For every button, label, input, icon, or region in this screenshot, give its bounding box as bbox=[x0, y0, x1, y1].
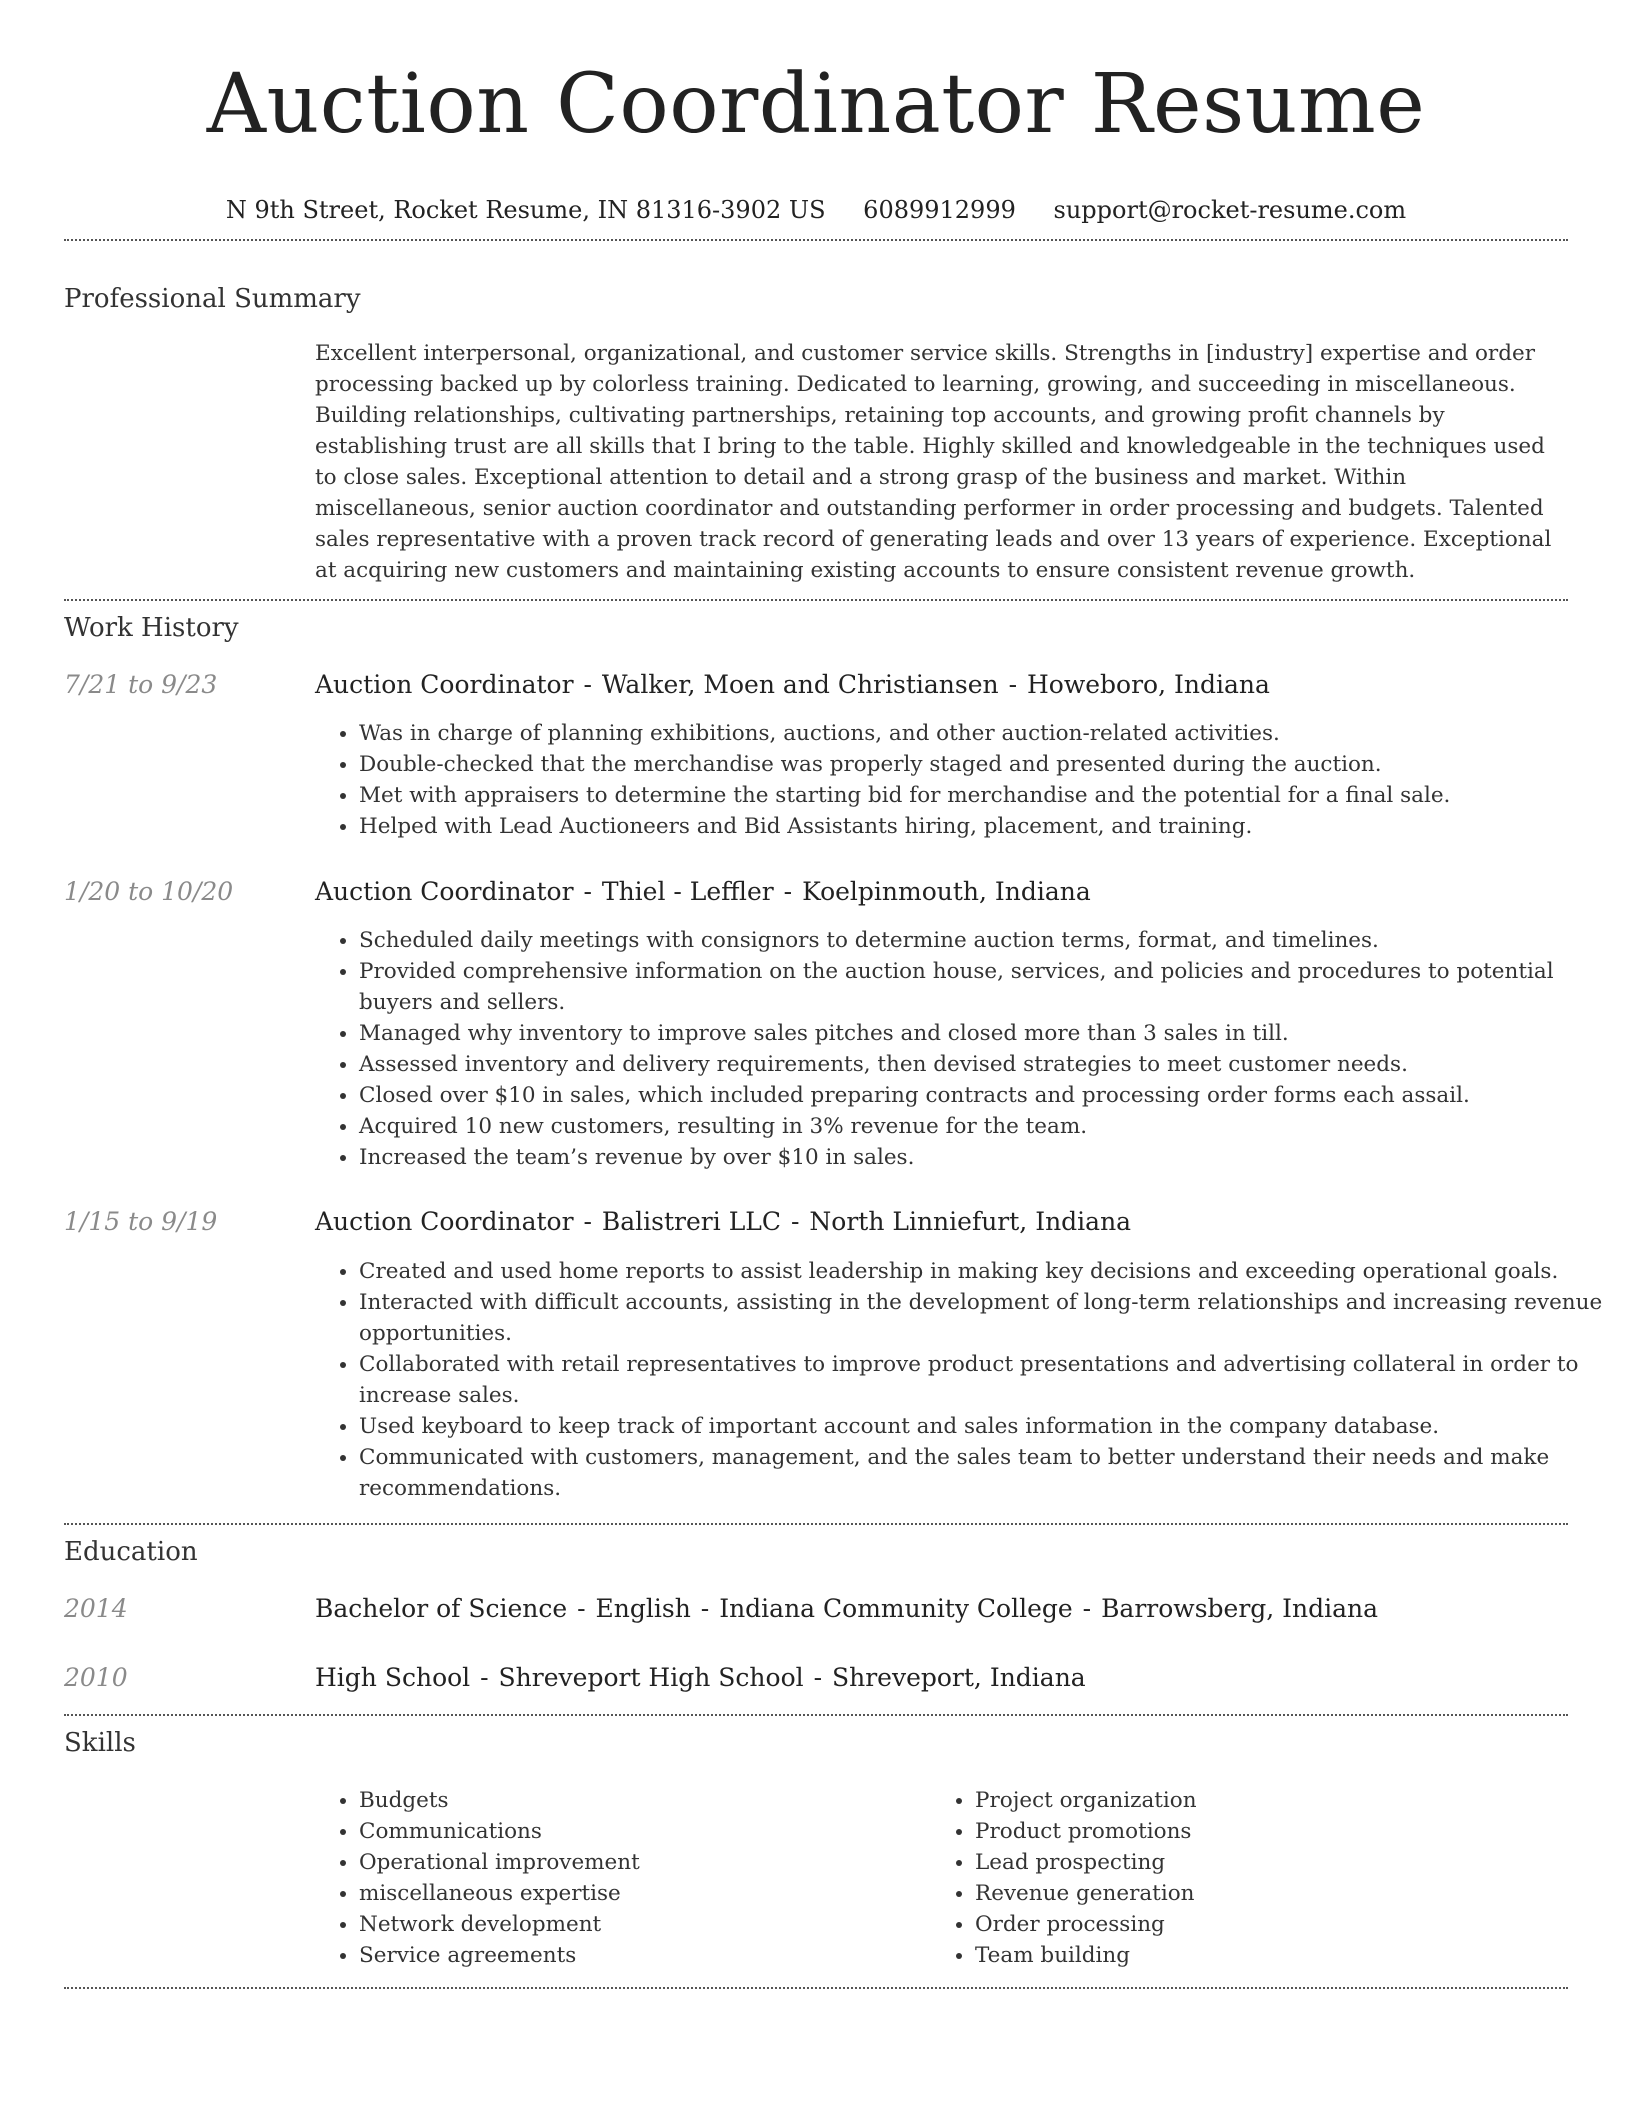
job-bullet: • Managed why inventory to improve sales pitches and closed more than 3 sales in till. bbox=[359, 1018, 1609, 1049]
job-role: Auction Coordinator bbox=[315, 877, 574, 906]
job-company: Walker, Moen and Christiansen bbox=[601, 670, 999, 699]
education-school: Indiana Community College bbox=[719, 1594, 1073, 1623]
job-bullet: • Scheduled daily meetings with consignors to determine auction terms, format, and timelines. bbox=[359, 925, 1609, 956]
job-location: Koelpinmouth, Indiana bbox=[802, 877, 1091, 906]
contact-address: N 9th Street, Rocket Resume, IN 81316-3902 US bbox=[225, 196, 826, 224]
education-entry: Bachelor of Science - English - Indiana Community College - Barrowsberg, Indiana bbox=[315, 1594, 1379, 1623]
resume-title: Auction Coordinator Resume bbox=[206, 57, 1426, 152]
job-title: Auction Coordinator - Balistreri LLC - North Linniefurt, Indiana bbox=[315, 1207, 1132, 1236]
job-bullet: • Met with appraisers to determine the starting bid for merchandise and the potential for a final sale. bbox=[359, 780, 1609, 811]
section-title-education: Education bbox=[64, 1537, 198, 1567]
contact-phone: 6089912999 bbox=[863, 196, 1016, 224]
job-bullet: • Was in charge of planning exhibitions, auctions, and other auction-related activities. bbox=[359, 718, 1609, 749]
job-bullets bbox=[315, 925, 1609, 1173]
skill-item: • Team building bbox=[975, 1940, 1575, 1971]
skill-item: • Revenue generation bbox=[975, 1878, 1575, 1909]
education-location: Shreveport, Indiana bbox=[831, 1663, 1086, 1692]
job-role: Auction Coordinator bbox=[315, 670, 574, 699]
skill-item: • Lead prospecting bbox=[975, 1847, 1575, 1878]
job-bullet: • Used keyboard to keep track of important account and sales information in the company database. bbox=[359, 1411, 1609, 1442]
skill-item: • Product promotions bbox=[975, 1816, 1575, 1847]
job-role: Auction Coordinator bbox=[315, 1207, 574, 1236]
job-bullet: • Acquired 10 new customers, resulting in 3% revenue for the team. bbox=[359, 1111, 1609, 1142]
job-bullet: • Helped with Lead Auctioneers and Bid Assistants hiring, placement, and training. bbox=[359, 811, 1609, 842]
job-company: Balistreri LLC bbox=[601, 1207, 782, 1236]
education-entry: High School - Shreveport High School - Shreveport, Indiana bbox=[315, 1663, 1086, 1692]
job-bullet: • Assessed inventory and delivery requirements, then devised strategies to meet customer needs. bbox=[359, 1049, 1609, 1080]
job-location: Howeboro, Indiana bbox=[1026, 670, 1270, 699]
section-title-summary: Professional Summary bbox=[64, 284, 361, 314]
job-bullet: • Collaborated with retail representatives to improve product presentations and advertising collateral in order to increase sales. bbox=[359, 1349, 1609, 1411]
divider bbox=[64, 239, 1568, 241]
job-company: Thiel - Leffler bbox=[601, 877, 774, 906]
job-dates: 1/20 to 10/20 bbox=[64, 877, 234, 906]
job-bullet: • Communicated with customers, management, and the sales team to better understand their needs and make recommendations. bbox=[359, 1442, 1609, 1504]
skill-item: • Service agreements bbox=[359, 1940, 919, 1971]
education-location: Barrowsberg, Indiana bbox=[1101, 1594, 1379, 1623]
job-bullet: • Created and used home reports to assist leadership in making key decisions and exceeding operational goals. bbox=[359, 1256, 1609, 1287]
divider bbox=[64, 1523, 1568, 1525]
contact-email: support@rocket-resume.com bbox=[1053, 196, 1407, 224]
skill-item: • Order processing bbox=[975, 1909, 1575, 1940]
skill-item: • Project organization bbox=[975, 1785, 1575, 1816]
skill-item: • Network development bbox=[359, 1909, 919, 1940]
education-degree: High School bbox=[315, 1663, 471, 1692]
divider bbox=[64, 1714, 1568, 1716]
section-title-skills: Skills bbox=[64, 1728, 136, 1758]
education-degree: Bachelor of Science bbox=[315, 1594, 568, 1623]
job-bullet: • Interacted with difficult accounts, assisting in the development of long-term relationships and increasing revenue opportunities. bbox=[359, 1287, 1609, 1349]
job-bullets bbox=[315, 1256, 1609, 1504]
job-bullet: • Double-checked that the merchandise was properly staged and presented during the auction. bbox=[359, 749, 1609, 780]
job-title: Auction Coordinator - Walker, Moen and Christiansen - Howeboro, Indiana bbox=[315, 670, 1270, 699]
job-title: Auction Coordinator - Thiel - Leffler - Koelpinmouth, Indiana bbox=[315, 877, 1091, 906]
section-title-work: Work History bbox=[64, 613, 239, 643]
education-year: 2014 bbox=[64, 1594, 128, 1623]
summary-text: Excellent interpersonal, organizational, and customer service skills. Strengths in [industry] expertise and order processing backed up by colorless training. Dedicated to learning, growing, and succeeding in miscellaneous. Building relationships, cultivating partnerships, retaining top accounts, and growing profit channels by establishing trust are all skills that I bring to the table. Highly skilled and knowledgeable in the techniques used to close sales. Exceptional attention to detail and a strong grasp of the business and market. Within miscellaneous, senior auction coordinator and outstanding performer in order processing and budgets. Talented sales representative with a proven track record of generating leads and over 13 years of experience. Exceptional at acquiring new customers and maintaining existing accounts to ensure consistent revenue growth. bbox=[315, 341, 1552, 583]
skills-list-left bbox=[315, 1785, 919, 1971]
skill-item: • Communications bbox=[359, 1816, 919, 1847]
skill-item: • miscellaneous expertise bbox=[359, 1878, 919, 1909]
contact-line bbox=[0, 193, 1632, 227]
divider bbox=[64, 599, 1568, 601]
education-year: 2010 bbox=[64, 1663, 128, 1692]
divider bbox=[64, 1987, 1568, 1989]
job-bullet: • Closed over $10 in sales, which included preparing contracts and processing order forms each assail. bbox=[359, 1080, 1609, 1111]
job-dates: 7/21 to 9/23 bbox=[64, 670, 218, 699]
skill-item: • Budgets bbox=[359, 1785, 919, 1816]
skills-list-right bbox=[931, 1785, 1575, 1971]
job-location: North Linniefurt, Indiana bbox=[809, 1207, 1132, 1236]
job-bullet: • Provided comprehensive information on the auction house, services, and policies and procedures to potential buyers and sellers. bbox=[359, 956, 1609, 1018]
education-field: English bbox=[595, 1594, 691, 1623]
education-school: Shreveport High School bbox=[498, 1663, 804, 1692]
skill-item: • Operational improvement bbox=[359, 1847, 919, 1878]
job-bullets bbox=[315, 718, 1609, 842]
job-bullet: • Increased the team’s revenue by over $10 in sales. bbox=[359, 1142, 1609, 1173]
job-dates: 1/15 to 9/19 bbox=[64, 1207, 218, 1236]
